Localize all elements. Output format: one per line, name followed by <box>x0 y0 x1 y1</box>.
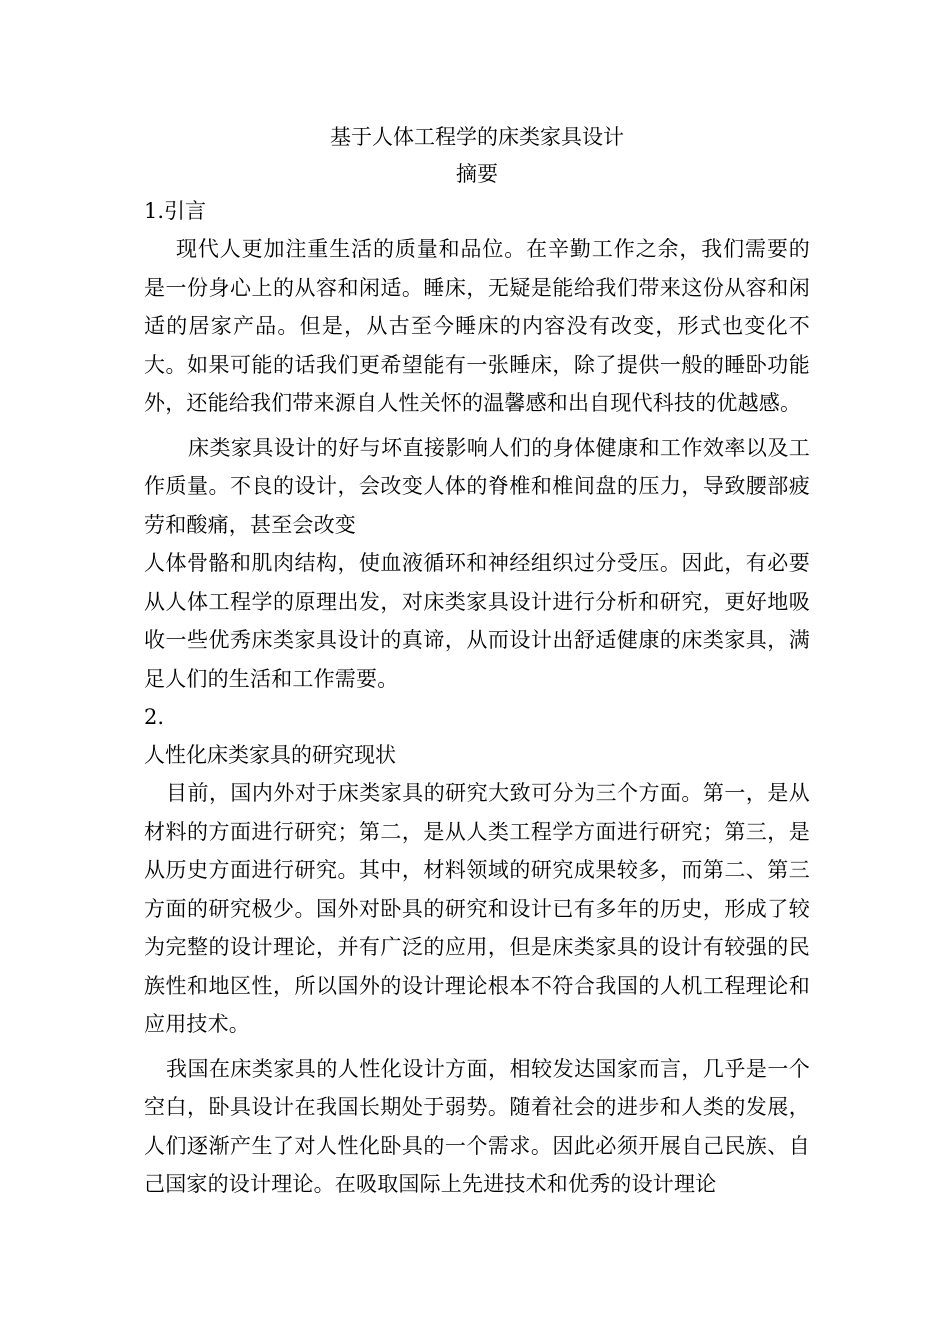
abstract-heading: 摘要 <box>456 162 498 186</box>
document-title: 基于人体工程学的床类家具设计 <box>330 125 624 149</box>
paragraph-intro-2a: 床类家具设计的好与坏直接影响人们的身体健康和工作效率以及工作质量。不良的设计，会改变人体的脊椎和椎间盘的压力，导致腰部疲劳和酸痛，甚至会改变 <box>144 435 810 537</box>
section-2-heading: 人性化床类家具的研究现状 <box>144 743 396 767</box>
paragraph-status-2: 我国在床类家具的人性化设计方面，相较发达国家而言，几乎是一个空白，卧具设计在我国长期处于弱势。随着社会的进步和人类的发展，人们逐渐产生了对人性化卧具的一个需求。因此必须开展自己民族、自己国家的设计理论。在吸取国际上先进技术和优秀的设计理论 <box>144 1056 810 1196</box>
paragraph-intro-1: 现代人更加注重生活的质量和品位。在辛勤工作之余，我们需要的是一份身心上的从容和闲适。睡床，无疑是能给我们带来这份从容和闲适的居家产品。但是，从古至今睡床的内容没有改变，形式也变化不大。如果可能的话我们更希望能有一张睡床，除了提供一般的睡卧功能外，还能给我们带来源自人性关怀的温馨感和出自现代科技的优越感。 <box>144 237 810 415</box>
document-body <box>144 118 810 1204</box>
paragraph-intro-2b: 人体骨骼和肌肉结构，使血液循环和神经组织过分受压。因此，有必要从人体工程学的原理出发，对床类家具设计进行分析和研究，更好地吸收一些优秀床类家具设计的真谛，从而设计出舒适健康的床类家具，满足人们的生活和工作需要。 <box>144 551 810 691</box>
section-2-number: 2. <box>144 705 165 729</box>
section-1-heading: 1.引言 <box>144 199 207 223</box>
paragraph-status-1: 目前，国内外对于床类家具的研究大致可分为三个方面。第一，是从材料的方面进行研究；第二，是从人类工程学方面进行研究；第三，是从历史方面进行研究。其中，材料领域的研究成果较多，而第二、第三方面的研究极少。国外对卧具的研究和设计已有多年的历史，形成了较为完整的设计理论，并有广泛的应用，但是床类家具的设计有较强的民族性和地区性，所以国外的设计理论根本不符合我国的人机工程理论和应用技术。 <box>144 781 810 1036</box>
